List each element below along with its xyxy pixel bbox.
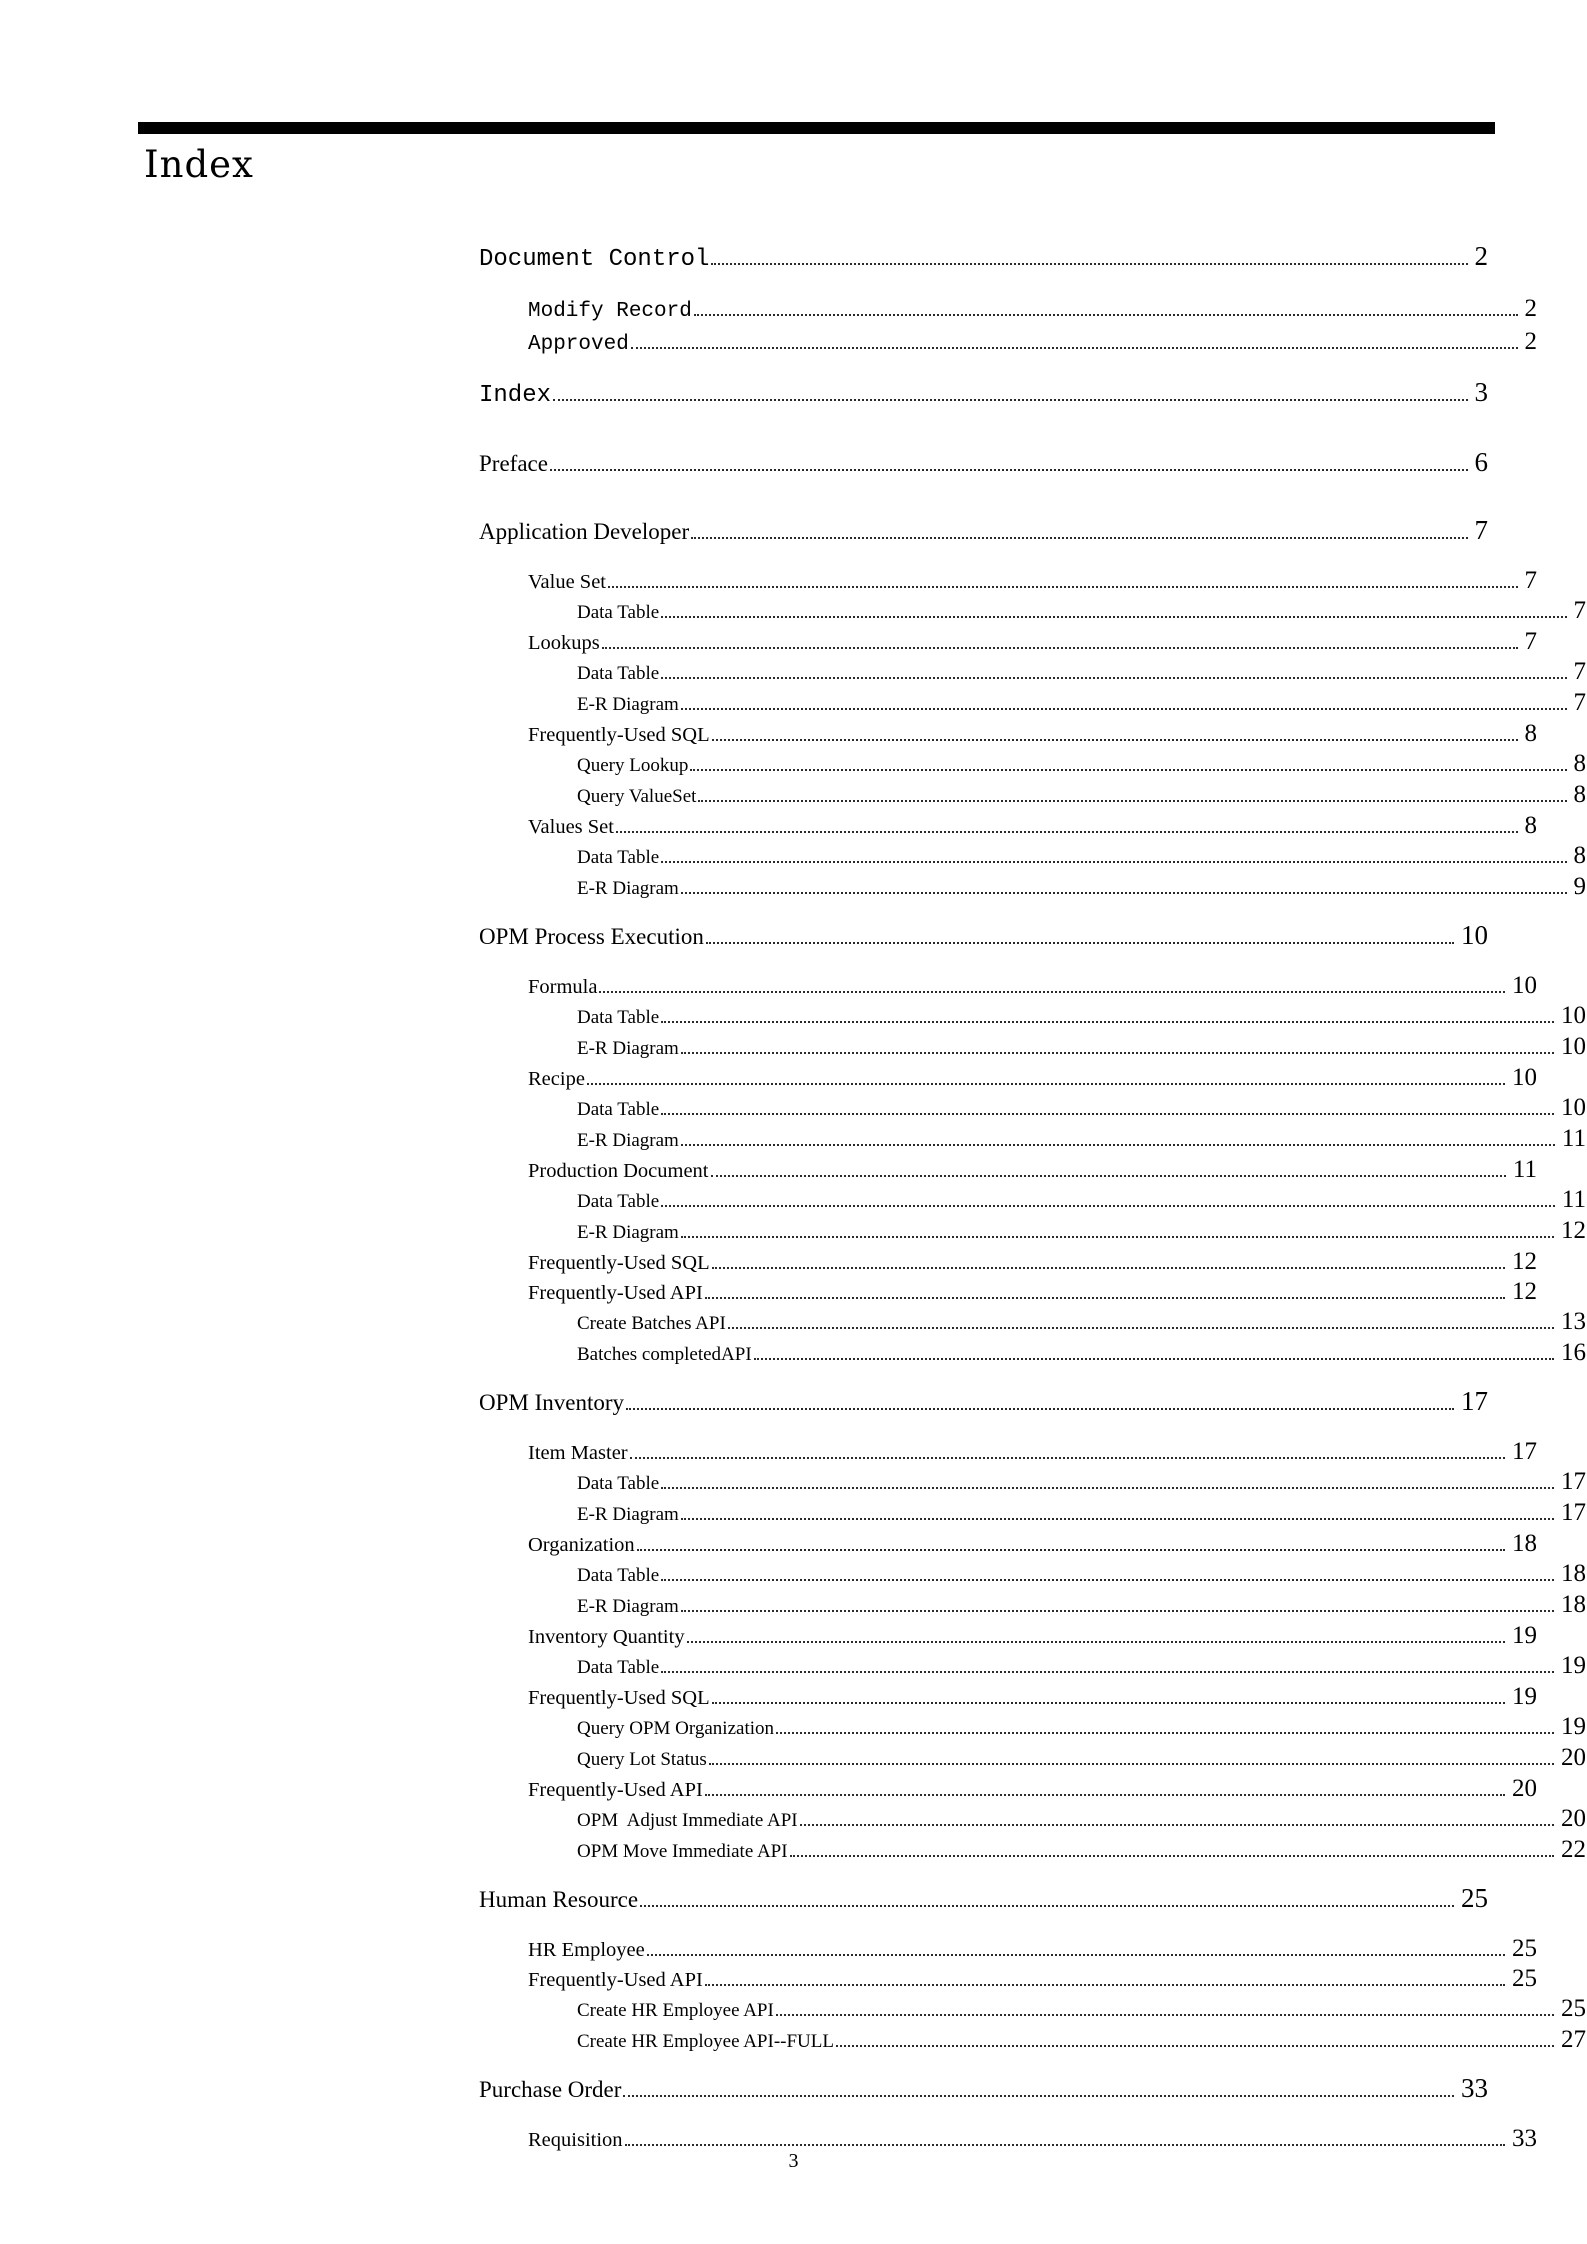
toc-entry-page-number: 6 [1474,447,1488,477]
toc-entry[interactable] [479,920,1488,954]
toc-entry-label: Preface [479,451,548,476]
toc-entry-label: Data Table [577,1473,660,1494]
toc-entry[interactable] [577,2026,1586,2057]
toc-entry[interactable] [528,328,1537,361]
toc-leader-dots [681,1610,1554,1612]
toc-leader-dots [698,800,1566,802]
toc-entry[interactable] [479,1883,1488,1917]
toc-leader-dots [623,2095,1454,2097]
toc-entry-label: Create Batches API [577,1313,726,1334]
toc-entry-page-number: 8 [1573,842,1586,869]
toc-entry-page-number: 12 [1512,1248,1537,1275]
heading-rule-bar [138,122,1495,134]
toc-entry[interactable] [528,812,1537,842]
toc-entry-page-number: 7 [1474,515,1488,545]
toc-entry-label: Frequently-Used SQL [528,1687,710,1709]
toc-entry[interactable] [577,1033,1586,1064]
toc-leader-dots [661,861,1566,863]
toc-entry-page-number: 17 [1561,1499,1586,1526]
toc-leader-dots [706,942,1454,944]
toc-entry[interactable] [577,1308,1586,1339]
toc-entry-label: Data Table [577,602,660,623]
toc-leader-dots [661,1487,1554,1489]
toc-entry-page-number: 20 [1561,1744,1586,1771]
toc-entry-label: E-R Diagram [577,1504,679,1525]
toc-entry[interactable] [577,1652,1586,1683]
toc-entry-page-number: 10 [1461,920,1488,950]
toc-leader-dots [553,399,1467,401]
toc-entry[interactable] [528,1683,1537,1713]
toc-entry-page-number: 10 [1561,1094,1586,1121]
toc-entry-page-number: 16 [1561,1339,1586,1366]
toc-entry-label: Query Lookup [577,755,689,776]
toc-entry-label: HR Employee [528,1939,645,1961]
toc-entry-page-number: 7 [1524,567,1537,594]
toc-entry[interactable] [577,689,1586,720]
toc-entry-page-number: 20 [1512,1775,1537,1802]
toc-leader-dots [608,586,1518,588]
toc-leader-dots [602,647,1518,649]
toc-entry-label: OPM Process Execution [479,924,704,949]
toc-entry[interactable] [528,1064,1537,1094]
toc-entry-label: Query ValueSet [577,786,697,807]
toc-entry-label: Document Control [479,246,710,273]
toc-leader-dots [712,1702,1505,1704]
toc-entry-label: Frequently-Used SQL [528,1252,710,1274]
toc-entry-label: Create HR Employee API--FULL [577,2031,834,2052]
toc-leader-dots [681,1518,1554,1520]
toc-entry[interactable] [528,628,1537,658]
toc-entry[interactable] [577,658,1586,689]
toc-entry-label: E-R Diagram [577,694,679,715]
toc-entry-label: Query OPM Organization [577,1718,775,1739]
toc-entry-label: Value Set [528,571,606,593]
toc-entry-label: Recipe [528,1068,585,1090]
toc-entry-label: E-R Diagram [577,1038,679,1059]
toc-leader-dots [712,739,1518,741]
toc-entry-page-number: 19 [1512,1622,1537,1649]
toc-entry-page-number: 3 [1474,377,1488,407]
toc-entry[interactable] [528,567,1537,597]
toc-entry-label: Data Table [577,1099,660,1120]
toc-leader-dots [712,1267,1505,1269]
toc-entry-label: Data Table [577,1565,660,1586]
toc-entry[interactable] [528,1156,1537,1186]
toc-entry[interactable] [577,597,1586,628]
toc-entry-page-number: 11 [1561,1186,1586,1213]
toc-entry-page-number: 7 [1573,597,1586,624]
toc-entry[interactable] [577,1836,1586,1867]
toc-leader-dots [709,1763,1554,1765]
toc-leader-dots [705,1297,1505,1299]
toc-entry[interactable] [577,1217,1586,1248]
toc-entry-page-number: 2 [1524,328,1537,355]
toc-entry-label: Human Resource [479,1887,639,1912]
toc-entry-page-number: 18 [1561,1560,1586,1587]
toc-entry[interactable] [577,1744,1586,1775]
toc-entry-label: Index [479,382,552,409]
table-of-contents [479,241,1586,2155]
toc-entry[interactable] [528,1248,1537,1278]
toc-entry[interactable] [528,1775,1537,1805]
toc-leader-dots [836,2045,1554,2047]
toc-leader-dots [705,1794,1505,1796]
toc-leader-dots [800,1824,1554,1826]
toc-leader-dots [681,1236,1554,1238]
toc-entry-page-number: 13 [1561,1308,1586,1335]
toc-entry-label: Frequently-Used SQL [528,724,710,746]
footer-page-number: 3 [788,2150,799,2172]
toc-entry[interactable] [479,1386,1488,1420]
toc-entry-label: Formula [528,976,598,998]
toc-entry[interactable] [577,1560,1586,1591]
toc-entry-label: Data Table [577,663,660,684]
toc-leader-dots [790,1855,1554,1857]
toc-entry-page-number: 33 [1512,2125,1537,2152]
toc-entry-label: Approved [528,333,629,356]
toc-entry[interactable] [528,1935,1537,1965]
toc-leader-dots [661,616,1566,618]
toc-entry[interactable] [528,972,1537,1002]
toc-entry-page-number: 11 [1561,1125,1586,1152]
toc-entry[interactable] [577,1094,1586,1125]
toc-leader-dots [587,1083,1505,1085]
toc-leader-dots [776,2014,1554,2016]
toc-entry-label: Inventory Quantity [528,1626,685,1648]
toc-entry-label: OPM Move Immediate API [577,1841,788,1862]
toc-leader-dots [728,1327,1554,1329]
toc-entry-page-number: 25 [1512,1965,1537,1992]
toc-entry-page-number: 22 [1561,1836,1586,1863]
toc-entry-label: Frequently-Used API [528,1282,703,1304]
toc-entry-page-number: 25 [1561,1995,1586,2022]
toc-entry[interactable] [577,1805,1586,1836]
toc-leader-dots [681,892,1567,894]
toc-entry-page-number: 17 [1512,1438,1537,1465]
toc-entry[interactable] [528,295,1537,328]
toc-entry[interactable] [528,1965,1537,1995]
toc-entry-page-number: 10 [1561,1033,1586,1060]
toc-entry-page-number: 18 [1512,1530,1537,1557]
toc-leader-dots [661,1021,1554,1023]
toc-entry-page-number: 27 [1561,2026,1586,2053]
toc-leader-dots [691,537,1467,539]
toc-entry-label: Batches completedAPI [577,1344,752,1365]
toc-entry[interactable] [577,750,1586,781]
toc-entry-page-number: 12 [1561,1217,1586,1244]
toc-leader-dots [626,1408,1454,1410]
toc-entry[interactable] [577,1499,1586,1530]
toc-entry-label: E-R Diagram [577,1222,679,1243]
toc-entry[interactable] [577,1186,1586,1217]
toc-leader-dots [711,263,1467,265]
toc-leader-dots [637,1549,1505,1551]
toc-entry-page-number: 2 [1474,241,1488,271]
toc-entry-page-number: 10 [1512,972,1537,999]
toc-entry[interactable] [528,1530,1537,1560]
toc-entry-label: Item Master [528,1442,628,1464]
toc-entry-page-number: 10 [1561,1002,1586,1029]
toc-entry-page-number: 8 [1573,750,1586,777]
toc-entry-page-number: 19 [1561,1713,1586,1740]
toc-leader-dots [661,677,1566,679]
toc-entry-page-number: 8 [1573,781,1586,808]
toc-leader-dots [694,314,1518,316]
toc-entry-label: E-R Diagram [577,1130,679,1151]
toc-entry[interactable] [577,1591,1586,1622]
toc-leader-dots [681,1144,1555,1146]
toc-entry[interactable] [577,1339,1586,1370]
toc-leader-dots [690,769,1566,771]
toc-entry-page-number: 7 [1524,628,1537,655]
toc-entry-label: Create HR Employee API [577,2000,774,2021]
toc-entry-label: E-R Diagram [577,1596,679,1617]
toc-entry-page-number: 17 [1561,1468,1586,1495]
toc-entry[interactable] [528,1278,1537,1308]
toc-leader-dots [687,1641,1505,1643]
toc-leader-dots [776,1732,1554,1734]
toc-entry-page-number: 7 [1573,689,1586,716]
toc-entry[interactable] [528,720,1537,750]
toc-entry-page-number: 19 [1561,1652,1586,1679]
toc-entry[interactable] [577,873,1586,904]
toc-leader-dots [640,1905,1454,1907]
toc-leader-dots [550,469,1468,471]
toc-entry[interactable] [528,1622,1537,1652]
toc-entry-page-number: 2 [1524,295,1537,322]
toc-entry-page-number: 25 [1512,1935,1537,1962]
toc-entry[interactable] [577,1468,1586,1499]
toc-leader-dots [625,2144,1505,2146]
toc-entry-page-number: 9 [1573,873,1586,900]
toc-entry-label: Data Table [577,847,660,868]
toc-entry[interactable] [577,1713,1586,1744]
toc-entry-page-number: 19 [1512,1683,1537,1710]
toc-entry-page-number: 25 [1461,1883,1488,1913]
toc-entry[interactable] [577,1002,1586,1033]
toc-entry-label: OPM Adjust Immediate API [577,1810,798,1831]
toc-entry-label: Data Table [577,1191,660,1212]
toc-entry-label: Query Lot Status [577,1749,707,1770]
toc-entry-page-number: 8 [1524,720,1537,747]
toc-entry[interactable] [577,1125,1586,1156]
toc-entry[interactable] [479,377,1488,413]
toc-entry-page-number: 8 [1524,812,1537,839]
toc-entry[interactable] [479,515,1488,549]
toc-entry-label: Modify Record [528,300,692,323]
toc-entry[interactable] [577,1995,1586,2026]
toc-entry[interactable] [479,241,1488,277]
toc-entry[interactable] [577,842,1586,873]
toc-leader-dots [631,347,1518,349]
toc-entry[interactable] [577,781,1586,812]
toc-entry-page-number: 10 [1512,1064,1537,1091]
toc-leader-dots [630,1457,1505,1459]
toc-entry-page-number: 12 [1512,1278,1537,1305]
toc-leader-dots [661,1579,1554,1581]
toc-entry[interactable] [479,2073,1488,2107]
toc-entry-label: Frequently-Used API [528,1969,703,1991]
toc-leader-dots [705,1984,1505,1986]
toc-leader-dots [616,831,1518,833]
toc-entry-label: Requisition [528,2129,623,2151]
toc-entry-label: Application Developer [479,519,690,544]
toc-entry-label: E-R Diagram [577,878,679,899]
toc-leader-dots [661,1671,1554,1673]
toc-leader-dots [681,1052,1554,1054]
toc-entry-page-number: 11 [1512,1156,1537,1183]
toc-entry-label: Purchase Order [479,2077,622,2102]
toc-leader-dots [661,1113,1554,1115]
toc-entry[interactable] [479,447,1488,481]
toc-leader-dots [599,991,1505,993]
toc-entry-page-number: 17 [1461,1386,1488,1416]
toc-leader-dots [681,708,1567,710]
toc-entry-label: Data Table [577,1007,660,1028]
toc-leader-dots [754,1358,1554,1360]
toc-entry-label: Organization [528,1534,635,1556]
toc-entry-label: Values Set [528,816,614,838]
toc-entry-label: Data Table [577,1657,660,1678]
toc-entry-page-number: 7 [1573,658,1586,685]
toc-leader-dots [661,1205,1555,1207]
toc-leader-dots [711,1175,1506,1177]
toc-entry-page-number: 18 [1561,1591,1586,1618]
page-title: Index [144,143,254,186]
toc-entry[interactable] [528,1438,1537,1468]
toc-entry-page-number: 33 [1461,2073,1488,2103]
toc-leader-dots [647,1954,1505,1956]
toc-entry-label: Lookups [528,632,600,654]
toc-entry-page-number: 20 [1561,1805,1586,1832]
toc-entry-label: OPM Inventory [479,1390,625,1415]
toc-entry-label: Frequently-Used API [528,1779,703,1801]
toc-entry-label: Production Document [528,1160,709,1182]
